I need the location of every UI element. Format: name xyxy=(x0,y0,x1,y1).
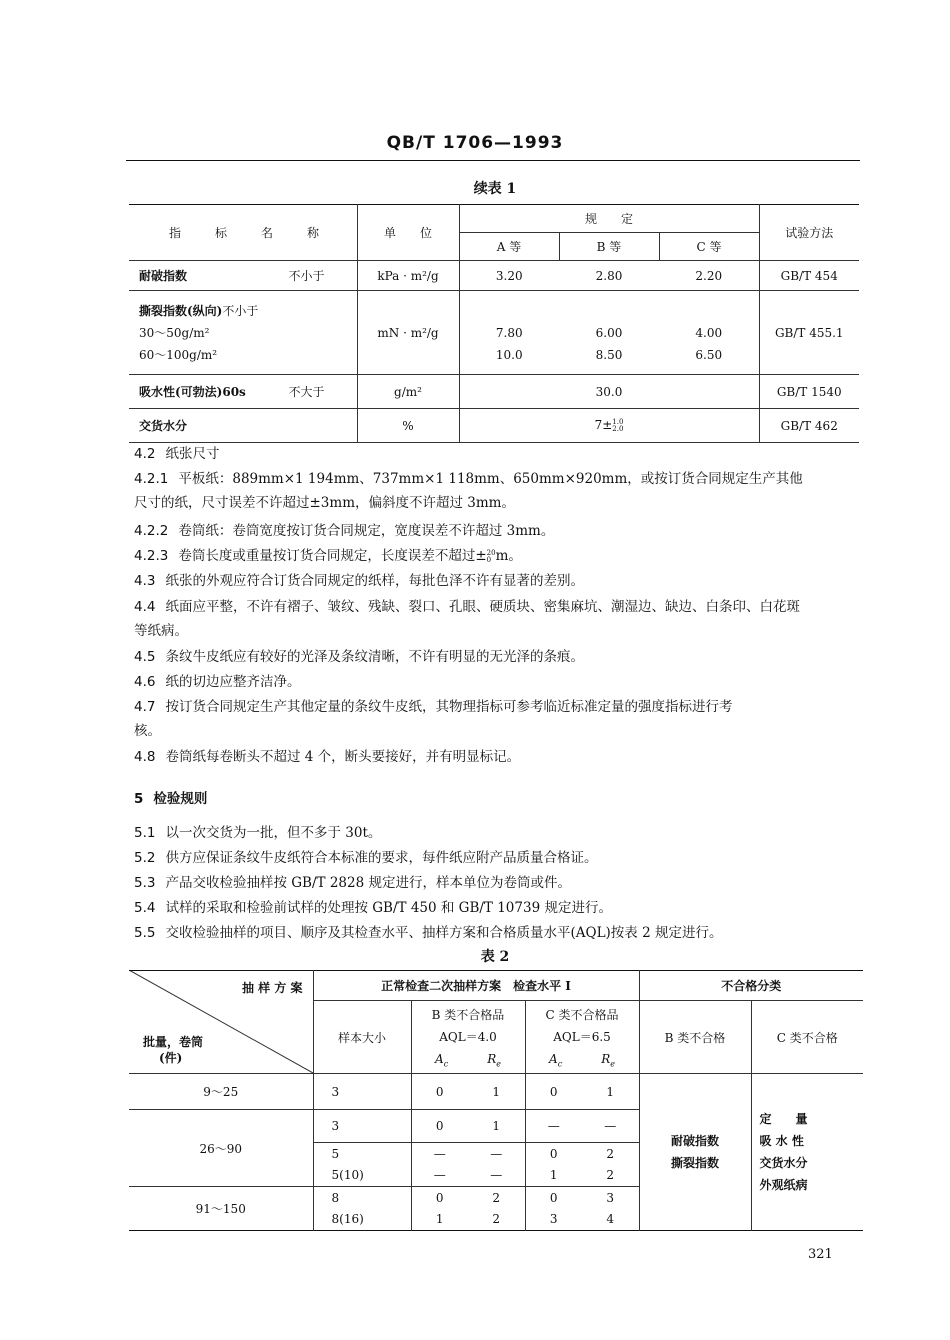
para-4-4 xyxy=(134,595,860,643)
t1-tear-a xyxy=(459,291,559,375)
para-text: 纸面应平整，不许有褶子、皱纹、残缺、裂口、孔眼、硬质块、密集麻坑、潮湿边、缺边、白条印、白花斑 xyxy=(165,599,800,615)
para-no: 5.5 xyxy=(134,925,156,941)
t2-cell: 3 xyxy=(606,1190,615,1205)
t1-header-grade-b: B 等 xyxy=(559,233,659,261)
para-text: 纸张尺寸 xyxy=(165,446,220,462)
para-5-2 xyxy=(134,846,860,870)
t2-cell: 0 xyxy=(525,1074,582,1110)
para-4-7 xyxy=(134,695,860,743)
t2-cell: 3 xyxy=(313,1074,411,1110)
t2-b-aql: AQL＝4.0 xyxy=(439,1030,497,1044)
t2-cell: 0 xyxy=(411,1187,468,1209)
para-text: 卷筒纸：卷筒宽度按订货合同规定，宽度误差不许超过 3mm。 xyxy=(178,523,555,539)
para-5-4 xyxy=(134,896,860,920)
t1-tear-sub1: 30～50g/m² xyxy=(139,325,210,340)
para-tol-upper: 20 xyxy=(486,548,496,557)
t2-corner-top: 抽 样 方 案 xyxy=(241,981,303,995)
t2-corner xyxy=(129,971,313,1074)
t2-cell: 5(10) xyxy=(313,1165,411,1187)
para-text: 纸张的外观应符合订货合同规定的纸样，每批色泽不许有显著的差别。 xyxy=(165,573,584,589)
t1-row-absorb xyxy=(129,375,357,409)
t1-header-name xyxy=(129,205,357,261)
t1-moisture-value-cell xyxy=(459,409,759,443)
para-4-5 xyxy=(134,645,860,669)
para-tolerance xyxy=(487,550,496,564)
t2-cell: — xyxy=(490,1146,503,1161)
t1-header-unit: 单 位 xyxy=(357,205,459,261)
t2-b-header xyxy=(411,1001,525,1074)
table1 xyxy=(129,204,859,443)
t2-class-c-header: C 类不合格 xyxy=(751,1001,863,1074)
t2-cell: 2 xyxy=(492,1212,501,1227)
t1-burst-unit: kPa · m²/g xyxy=(357,261,459,291)
t2-cell: — xyxy=(411,1165,468,1187)
re-label: R xyxy=(601,1052,611,1066)
t1-burst-limit: 不小于 xyxy=(288,269,325,283)
t2-sample-size: 样本大小 xyxy=(313,1001,411,1074)
t1-burst-a: 3.20 xyxy=(459,261,559,291)
t2-c-re xyxy=(601,1048,615,1070)
t2-lot-1: 9～25 xyxy=(129,1074,313,1110)
t2-cell: 0 xyxy=(411,1074,468,1110)
t2-cell: 1 xyxy=(525,1165,582,1187)
t2-corner-bottom1: 批量，卷筒 xyxy=(143,1035,204,1049)
t2-plan-header: 正常检查二次抽样方案 检查水平 I xyxy=(313,971,639,1001)
standard-header: QB/T 1706—1993 xyxy=(386,133,564,153)
para-text: 卷筒长度或重量按订货合同规定，长度误差不超过± xyxy=(178,548,487,564)
para-tail: m。 xyxy=(495,548,522,564)
t2-b-re xyxy=(487,1048,501,1070)
t1-header-name-0: 指 xyxy=(169,226,182,240)
t1-header-spec: 规 定 xyxy=(459,205,759,233)
t2-class-c-item: 外观纸病 xyxy=(759,1178,808,1192)
t1-burst-c: 2.20 xyxy=(659,261,759,291)
t1-tear-name: 撕裂指数(纵向) xyxy=(139,303,223,318)
para-no: 4.8 xyxy=(134,749,156,765)
t2-class-b-item: 撕裂指数 xyxy=(670,1156,719,1170)
para-text: 产品交收检验抽样按 GB/T 2828 规定进行，样本单位为卷筒或件。 xyxy=(165,875,571,891)
t2-class-c-item: 吸 水 性 xyxy=(759,1134,804,1148)
para-no: 4.2.1 xyxy=(134,471,169,487)
table1-caption: 续表 1 xyxy=(473,181,517,197)
para-no: 5.4 xyxy=(134,900,156,916)
t2-cell: 2 xyxy=(582,1165,639,1187)
para-text: 平板纸：889mm×1 194mm、737mm×1 118mm、650mm×920mm，或按订货合同规定生产其他 xyxy=(178,471,803,487)
t1-tear-unit: mN · m²/g xyxy=(357,291,459,375)
t2-cell: 1 xyxy=(411,1209,468,1231)
t1-moisture-value: 7± xyxy=(594,418,613,433)
para-5-5 xyxy=(134,921,860,945)
t2-cell: 0 xyxy=(525,1187,582,1209)
t2-cell: 3 xyxy=(525,1209,582,1231)
t2-corner-bottom2: (件) xyxy=(159,1051,183,1065)
t1-tear-limit: 不小于 xyxy=(222,303,259,318)
para-no: 4.3 xyxy=(134,573,156,589)
t2-cell: — xyxy=(468,1165,525,1187)
t2-cell: 3 xyxy=(313,1110,411,1143)
t1-header-grade-a: A 等 xyxy=(459,233,559,261)
t2-b-acre xyxy=(416,1048,521,1070)
t2-cell: 1 xyxy=(582,1074,639,1110)
para-no: 4.2 xyxy=(134,446,156,462)
t1-moisture-tol-lower: 2.0 xyxy=(612,424,624,433)
para-no: 4.7 xyxy=(134,699,156,715)
t1-row-burst xyxy=(129,261,357,291)
t1-moisture-method: GB/T 462 xyxy=(759,409,859,443)
t2-b-ac xyxy=(435,1048,448,1070)
t2-cell: 2 xyxy=(492,1190,501,1205)
t1-burst-name: 耐破指数 xyxy=(139,269,188,283)
t2-c-title: C 类不合格品 xyxy=(545,1008,619,1022)
t2-c-header xyxy=(525,1001,639,1074)
para-no: 5.1 xyxy=(134,825,156,841)
t1-header-name-3: 称 xyxy=(306,226,319,240)
t2-cell: — xyxy=(582,1110,639,1143)
para-no: 4.6 xyxy=(134,674,156,690)
t2-cell: 0 xyxy=(411,1110,468,1143)
t1-moisture-tol-upper: 1.0 xyxy=(612,417,624,426)
t1-tear-a1: 7.80 xyxy=(495,325,523,340)
t2-c-acre xyxy=(530,1048,635,1070)
para-4-6 xyxy=(134,670,860,694)
t2-class-c-item: 交货水分 xyxy=(759,1156,808,1170)
t1-burst-method: GB/T 454 xyxy=(759,261,859,291)
t2-cell: 8 xyxy=(313,1187,411,1209)
t2-cell: 0 xyxy=(525,1143,582,1165)
page-number: 321 xyxy=(808,1247,833,1262)
t1-tear-b xyxy=(559,291,659,375)
header-rule xyxy=(126,160,860,161)
re-sub: e xyxy=(496,1059,501,1069)
t2-lot-3: 91～150 xyxy=(195,1202,246,1216)
t1-tear-sub2: 60～100g/m² xyxy=(139,347,218,362)
para-no: 4.2.2 xyxy=(134,523,169,539)
t1-tear-method: GB/T 455.1 xyxy=(759,291,859,375)
t1-tear-c1: 4.00 xyxy=(695,325,723,340)
t1-absorb-limit: 不大于 xyxy=(288,385,325,399)
para-4-8 xyxy=(134,745,860,769)
t1-absorb-name: 吸水性(可勃法)60s xyxy=(139,385,246,399)
section5-title xyxy=(134,787,860,811)
para-4-3 xyxy=(134,569,860,593)
t1-row-tear xyxy=(129,291,357,375)
t1-tear-c xyxy=(659,291,759,375)
re-label: R xyxy=(487,1052,497,1066)
t2-class-c-items xyxy=(751,1074,863,1231)
t1-tear-c2: 6.50 xyxy=(695,347,723,362)
re-sub: e xyxy=(610,1059,615,1069)
para-5-1 xyxy=(134,821,860,845)
para-text: 试样的采取和检验前试样的处理按 GB/T 450 和 GB/T 10739 规定进行。 xyxy=(165,900,612,916)
t1-burst-b: 2.80 xyxy=(559,261,659,291)
t2-cell: 8(16) xyxy=(313,1209,411,1231)
table2-wrap xyxy=(129,970,863,1233)
t2-cell: 4 xyxy=(606,1212,615,1227)
para-tol-lower: 0 xyxy=(486,555,492,564)
t2-class-b-item: 耐破指数 xyxy=(670,1134,719,1148)
t1-row-moisture xyxy=(129,409,357,443)
t2-b-title: B 类不合格品 xyxy=(431,1008,505,1022)
para-text: 以一次交货为一批，但不多于 30t。 xyxy=(165,825,382,841)
t1-moisture-unit: % xyxy=(357,409,459,443)
t1-absorb-unit: g/m² xyxy=(357,375,459,409)
ac-label: A xyxy=(435,1052,444,1066)
t2-c-aql: AQL＝6.5 xyxy=(553,1030,611,1044)
table2 xyxy=(129,970,863,1231)
para-no: 4.5 xyxy=(134,649,156,665)
ac-label: A xyxy=(549,1052,558,1066)
para-no: 4.2.3 xyxy=(134,548,169,564)
t2-cell: 1 xyxy=(468,1110,525,1143)
t2-class-b-items xyxy=(639,1074,751,1231)
para-4-2-2 xyxy=(134,519,860,543)
para-4-2 xyxy=(134,442,860,466)
t1-header-grade-c: C 等 xyxy=(659,233,759,261)
para-5-3 xyxy=(134,871,860,895)
para-cont: 尺寸的纸，尺寸误差不许超过±3mm，偏斜度不许超过 3mm。 xyxy=(134,495,515,511)
t1-moisture-tolerance xyxy=(612,419,623,433)
t1-tear-a2: 10.0 xyxy=(495,347,523,362)
t2-cell: — xyxy=(525,1110,582,1143)
ac-sub: c xyxy=(443,1059,449,1069)
t2-class-c-item: 定 量 xyxy=(759,1112,808,1126)
section5-no: 5 xyxy=(134,791,144,807)
t1-header-name-2: 名 xyxy=(260,226,273,240)
para-no: 5.2 xyxy=(134,850,156,866)
para-text: 供方应保证条纹牛皮纸符合本标准的要求，每件纸应附产品质量合格证。 xyxy=(165,850,598,866)
para-no: 5.3 xyxy=(134,875,156,891)
t1-absorb-method: GB/T 1540 xyxy=(759,375,859,409)
ac-sub: c xyxy=(557,1059,563,1069)
para-4-2-1 xyxy=(134,467,860,515)
t1-header-name-1: 标 xyxy=(214,226,227,240)
t2-cell: — xyxy=(411,1143,468,1165)
t2-c-ac xyxy=(549,1048,562,1070)
para-text: 交收检验抽样的项目、顺序及其检查水平、抽样方案和合格质量水平(AQL)按表 2 规定进行。 xyxy=(165,925,723,941)
t2-class-b-header: B 类不合格 xyxy=(639,1001,751,1074)
t2-cell: 1 xyxy=(468,1074,525,1110)
para-cont: 核。 xyxy=(134,723,161,739)
para-text: 按订货合同规定生产其他定量的条纹牛皮纸，其物理指标可参考临近标准定量的强度指标进行考 xyxy=(165,699,733,715)
t2-lot-2: 26～90 xyxy=(129,1110,313,1187)
section5-title-text: 检验规则 xyxy=(153,791,208,807)
t1-absorb-value: 30.0 xyxy=(459,375,759,409)
t2-cell: 5 xyxy=(313,1143,411,1165)
para-no: 4.4 xyxy=(134,599,156,615)
para-cont: 等纸病。 xyxy=(134,623,188,639)
table2-caption: 表 2 xyxy=(480,949,510,965)
para-text: 纸的切边应整齐洁净。 xyxy=(165,674,301,690)
t2-class-header: 不合格分类 xyxy=(639,971,863,1001)
para-4-2-3 xyxy=(134,544,860,568)
para-text: 条纹牛皮纸应有较好的光泽及条纹清晰，不许有明显的无光泽的条痕。 xyxy=(165,649,584,665)
t1-tear-b1: 6.00 xyxy=(595,325,623,340)
para-text: 卷筒纸每卷断头不超过 4 个，断头要接好，并有明显标记。 xyxy=(165,749,521,765)
t1-header-method: 试验方法 xyxy=(759,205,859,261)
t1-moisture-name: 交货水分 xyxy=(139,419,188,433)
t2-cell: 2 xyxy=(606,1146,615,1161)
t1-tear-b2: 8.50 xyxy=(595,347,623,362)
